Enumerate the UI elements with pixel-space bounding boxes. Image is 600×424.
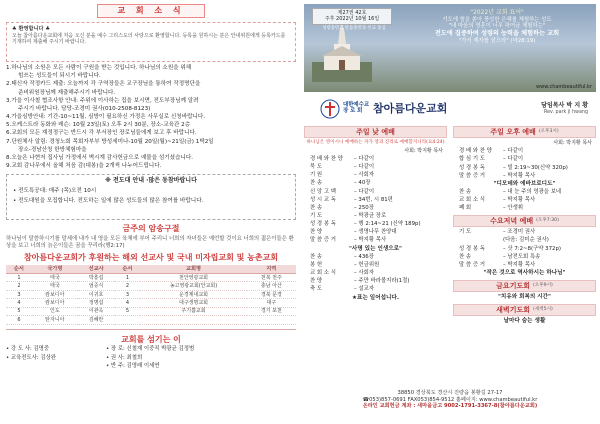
- missions-cell: 태국: [32, 282, 78, 290]
- order-item: [304, 262, 447, 269]
- order-item: [304, 270, 447, 277]
- worship-columns: [304, 126, 596, 326]
- order-key: 찬 송: [310, 253, 323, 260]
- missions-cell: 김혜란: [78, 316, 115, 324]
- order-value: – 설교자: [354, 286, 375, 293]
- sermon-title: "사명 있는 인생으로": [349, 245, 402, 252]
- missions-row: [6, 290, 296, 298]
- issue-box: [312, 8, 392, 25]
- missions-cell: 태국: [32, 274, 78, 282]
- order-key: 교 회 소 식: [459, 197, 485, 204]
- news-item: 5.오케스트라 동화와 레슨: 10월 23일(토) 오후 2시 30분, 장소-교육관 2층: [6, 122, 191, 129]
- order-value: – 250장: [354, 204, 374, 211]
- sunday-title-text: 주일 낮 예배: [356, 127, 395, 136]
- order-item: [453, 205, 596, 212]
- missions-body: [6, 274, 296, 325]
- order-item: [453, 173, 596, 180]
- church-slogan: 성령충만과 말씀충만과 선교 중심: [322, 26, 386, 31]
- servant-left: [6, 363, 106, 370]
- order-item: [304, 197, 447, 204]
- missions-cell: 캄보디아: [32, 299, 78, 307]
- order-key: [459, 237, 503, 244]
- order-key: 성 시 교 독: [310, 196, 336, 203]
- order-item: [304, 221, 447, 228]
- order-value: – 박지황 목사: [503, 261, 536, 268]
- missions-cell: 3: [6, 290, 32, 298]
- welcome-title: ♣ 환영합니다 ♣: [12, 26, 50, 32]
- order-key: 경 배 와 찬 양: [310, 155, 343, 162]
- news-title: 교 회 소 식: [97, 4, 205, 18]
- order-key: 기 도: [310, 212, 323, 219]
- servant-right: • 반 주: 김영래 이세연: [106, 362, 160, 369]
- order-item: [304, 213, 447, 220]
- order-item: [304, 172, 447, 179]
- order-item: [304, 164, 447, 171]
- theme-heading: "2022년 교회 표어": [470, 9, 524, 16]
- verse-title: 금주의 암송구절: [122, 224, 180, 234]
- missions-cell: 주기쁨교회: [140, 307, 246, 315]
- wednesday-title: [453, 215, 596, 227]
- order-value: – 내 눈 주의 영광을 보네: [503, 189, 562, 196]
- missions-header-cell: 순서: [114, 265, 140, 274]
- evangelism-notice: [6, 174, 296, 220]
- evening-order: [453, 148, 596, 212]
- missions-cell: 3: [114, 290, 140, 298]
- order-key: 찬 송: [459, 253, 472, 260]
- footer-address: 38850 경상북도 경산시 진량읍 봉황길 27-17: [397, 390, 503, 396]
- missions-cell: 경북 문경: [247, 290, 296, 298]
- order-item: [304, 189, 447, 196]
- missions-cell: 천북 천주: [247, 274, 296, 282]
- denomination: [343, 103, 369, 115]
- welcome-body: 오늘 참아름다운교회에 처음 오신 분을 예수 그리스도의 사랑으로 환영합니다. 등록을 원하시는 분은 안내위원에게 등록카드를 기재하여 제출해 주시기 바랍니다.: [12, 32, 286, 45]
- servant-right: • 장 로: 신철재 이중직 박광균 김정범: [106, 346, 195, 353]
- order-value: (다음: 김미순 권사): [503, 237, 549, 244]
- missions-cell: 대구: [247, 299, 296, 307]
- missions-cell: 인도: [32, 307, 78, 315]
- evening-title: [453, 126, 596, 138]
- order-item: [453, 189, 596, 196]
- year-theme: [402, 9, 592, 45]
- pastor-info: [541, 102, 588, 115]
- news-item: 9.교회 감나무에서 올해 처음 감(대봉)을 2개씩 나누어드립니다.: [6, 163, 162, 170]
- order-value: – 436장: [354, 253, 374, 260]
- order-item: [453, 246, 596, 253]
- missions-header-row: [6, 265, 296, 274]
- news-item: 장소-경남산청 한방체험마을: [18, 146, 87, 153]
- order-item: [453, 237, 596, 244]
- order-item: [304, 237, 447, 244]
- missions-row: [6, 307, 296, 315]
- order-value: – 다같이: [503, 148, 524, 155]
- left-panel: [6, 4, 296, 420]
- sermon-title: "작은 것으로 역사하시는 하나님": [483, 269, 566, 276]
- footer: [304, 390, 596, 410]
- denomination-line: 대한예수교: [343, 102, 370, 109]
- order-item: [304, 156, 447, 163]
- friday-body: "치유와 회복의 시간": [498, 293, 551, 300]
- welcome-box: [6, 22, 296, 62]
- news-item: 3.가을 이사철 협조사항 안내: 주위에 이사하는 집을 보시면, 전도부장님께 알려: [6, 97, 199, 104]
- missions-cell: 5: [114, 307, 140, 315]
- wednesday-worship: [453, 215, 596, 277]
- servant-row: [6, 355, 296, 362]
- order-item: [304, 229, 447, 236]
- friday-title-text: 금요기도회: [496, 281, 530, 290]
- order-item: [453, 254, 596, 261]
- order-value: – 박광균 장로: [354, 212, 387, 219]
- friday-prayer: [453, 280, 596, 301]
- servant-left: • 강 도 사: 김명중: [6, 346, 50, 353]
- missions-row: [6, 282, 296, 290]
- missions-row: [6, 316, 296, 324]
- missions-row: [6, 299, 296, 307]
- news-item: 주시기 바랍니다. 담당-조경미 권사(010-2508-8123): [18, 105, 151, 112]
- order-key: 기 원: [310, 172, 323, 179]
- order-item: [453, 197, 596, 204]
- missions-cell: 탄자니아: [32, 316, 78, 324]
- missions-cell: 경기 포천: [247, 307, 296, 315]
- dawn-prayer: [453, 304, 596, 325]
- news-item: 6.교회의 모든 재정정구는 반드시 각 부서장인 장로님들에게 보고 후 바랍니다.: [6, 130, 197, 137]
- church-brand: [304, 96, 596, 122]
- missions-cell: 박흥섭: [78, 274, 115, 282]
- missions-cell: 5: [6, 307, 32, 315]
- order-item: [304, 286, 447, 293]
- order-value: – 34번, 시 81편: [354, 196, 393, 203]
- friday-time: (오후9시): [532, 283, 553, 289]
- dawn-title: [453, 304, 596, 316]
- wednesday-title-text: 수요저녁 예배: [490, 216, 534, 225]
- dawn-title-text: 새벽기도회: [496, 305, 530, 314]
- order-value: – 삿 7:2~8(구약 372p): [503, 245, 561, 252]
- order-key: 경 배 와 찬 양: [459, 148, 492, 155]
- order-key: 봉 헌: [310, 262, 323, 269]
- order-key: 폐 회: [459, 205, 472, 212]
- servant-row: [6, 346, 296, 353]
- order-key: 찬 송: [459, 189, 472, 196]
- news-item: 1.하나님의 소원은 모든 사람이 구원을 받는 것입니다. 하나님의 소원을 위해: [6, 65, 192, 71]
- missions-table: [6, 265, 296, 325]
- order-key: 성 경 봉 독: [459, 245, 485, 252]
- notice-title: ※ 전도대 안내 ·많은 동참바랍니다: [105, 177, 197, 185]
- order-key: 성 경 봉 독: [459, 164, 485, 171]
- missions-header-cell: 교회명: [140, 265, 246, 274]
- news-item: 힘쓰는 성도들이 되시기 바랍니다.: [18, 73, 101, 80]
- denomination-line: 장 로 회: [343, 108, 363, 114]
- issue-date: 주후 2022년 10월 16일: [324, 16, 380, 23]
- servants-section: [6, 329, 296, 370]
- evening-title-text: 주일 오후 예배: [490, 127, 536, 136]
- sunday-worship: [304, 126, 447, 326]
- order-key: 성 경 봉 독: [310, 221, 336, 228]
- evening-leader: 사회: 박지황 목사: [553, 140, 592, 146]
- pastor-name: 담임목사 박 지 황: [541, 102, 588, 110]
- church-logo-icon: [320, 99, 340, 119]
- missions-cell: [140, 316, 246, 324]
- memory-verse: [6, 224, 296, 250]
- missions-header-cell: 국가명: [32, 265, 78, 274]
- missions-section: [6, 253, 296, 325]
- order-key: 신 앙 고 백: [310, 188, 336, 195]
- order-key: 축 도: [310, 286, 323, 293]
- order-item: [453, 262, 596, 269]
- missions-header-cell: 순서: [6, 265, 32, 274]
- order-item: [453, 156, 596, 163]
- dawn-time: (새벽5시): [532, 307, 553, 313]
- issue-number: 제27권 42호: [337, 10, 367, 16]
- order-value: – 다같이: [354, 188, 375, 195]
- news-item: 2.태신자 작정카드 제출: 오늘까지 각 구역장들은 교구장님을 통하여 작정명단을: [6, 81, 201, 88]
- sunday-leader: 사회: 박지황 목사: [404, 147, 443, 154]
- missions-cell: 천안영광교회: [140, 274, 246, 282]
- order-key: 기 도: [459, 229, 472, 236]
- order-key: 교 회 소 식: [310, 270, 336, 277]
- sermon-title: "디모데와 에바브로디도": [493, 180, 556, 187]
- sunday-order: [304, 156, 447, 302]
- missions-row: [6, 274, 296, 282]
- order-item: [304, 254, 447, 261]
- missions-cell: 엄증식: [78, 282, 115, 290]
- friday-title: [453, 280, 596, 292]
- order-key: 말 씀 증 거: [459, 261, 485, 268]
- missions-title: 참아름다운교회가 후원하는 해외 선교사 및 국내 미자립교회 및 농촌교회: [23, 252, 279, 262]
- missions-cell: 캄보디아: [32, 290, 78, 298]
- order-key: 묵 도: [310, 164, 323, 171]
- footer-account: 온라인 교회헌금 계좌 : 새마을금고 9002-1791-3367-8(참아름다운교회): [362, 403, 538, 409]
- website-link[interactable]: www.chambeautiful.kr: [536, 83, 592, 90]
- order-key: 말 씀 증 거: [310, 237, 336, 244]
- notice-line: • 전도대원을 모집합니다. 전도하는 일에 많은 성도들의 많은 참여를 바랍니다.: [13, 197, 204, 204]
- order-key: 찬 송: [310, 180, 323, 187]
- footer-contact: ☎053)857-0691 FAX053)854-9512 홈페이지: www.chambeautiful.kr: [362, 396, 538, 403]
- right-panel: [304, 4, 596, 420]
- order-value: – 다같이: [354, 164, 375, 171]
- order-item: [304, 180, 447, 187]
- theme-line: "가서 제자를 삼으라" (마28:19): [458, 37, 536, 44]
- theme-line: 전도에 집중하여 성령의 능력을 체험하는 교회: [434, 30, 560, 37]
- missions-header-cell: 지역: [247, 265, 296, 274]
- servants-title: 교회를 섬기는 이: [121, 334, 181, 344]
- order-item: [453, 165, 596, 172]
- news-item: 7.단원체사 알림: 경청노회 목회자부부 방성세미나-10월 20일(월)~21일(금) 1박2일: [6, 138, 214, 145]
- missions-cell: 2: [114, 282, 140, 290]
- order-value: – 행 2:14~21 (신약 189p): [354, 221, 421, 228]
- missions-cell: 충남 아산: [247, 282, 296, 290]
- missions-cell: 운경제내교회: [140, 290, 246, 298]
- order-value: – 다같이: [503, 156, 524, 163]
- wednesday-time: (오후7:30): [536, 218, 559, 224]
- order-key: 찬 송: [310, 204, 323, 211]
- dawn-body-wrap: [453, 318, 596, 325]
- order-value: – 안생휘: [503, 205, 524, 212]
- theme-line: "내 마음의 영혼이 너무 하여금 체험하는": [448, 23, 546, 30]
- friday-body-wrap: [453, 294, 596, 301]
- order-item: [453, 229, 596, 236]
- missions-cell: 대구생명교회: [140, 299, 246, 307]
- theme-line: 기도에 힘을 쏟아 풍성한 은혜를 체험하는 성도: [442, 16, 552, 23]
- order-item: [304, 278, 447, 285]
- order-value: – 박지황 목사: [503, 172, 536, 179]
- order-value: – 40장: [354, 180, 371, 187]
- order-value: – 남전도회 특송: [503, 253, 541, 260]
- missions-cell: 이관옥: [78, 307, 115, 315]
- order-key: 찬 양: [310, 278, 323, 285]
- dawn-body: 날마다 숨는 생활: [503, 317, 546, 324]
- order-value: – 사회자: [354, 270, 375, 277]
- order-key: 말 씀 증 거: [459, 172, 485, 179]
- news-list: [6, 65, 296, 170]
- order-item: [453, 148, 596, 155]
- wednesday-order: [453, 229, 596, 277]
- pastor-name-en: Rev. park ji hwang: [543, 109, 588, 115]
- order-value: – 다같이: [354, 155, 375, 162]
- order-value: – 박지황 목사: [503, 197, 536, 204]
- missions-cell: 농고영광교회(안교회): [140, 282, 246, 290]
- missions-cell: 4: [114, 299, 140, 307]
- news-item: 준비위원장님께 제출해주시기 바랍니다.: [18, 89, 116, 96]
- servants-rows: [6, 346, 296, 369]
- order-value: – 헌금위원: [354, 262, 380, 269]
- missions-cell: [247, 316, 296, 324]
- sunday-title: [304, 126, 447, 138]
- sunday-subtitle: 하나님은 영이시니 예배하는 자가 영과 진리로 예배할지니라(요4:24): [306, 140, 445, 145]
- order-key: 찬 양: [310, 229, 323, 236]
- order-value: – 주만 바라볼지라(1절): [354, 278, 410, 285]
- evening-time: (오후3시): [538, 129, 559, 135]
- missions-cell: 이귀호: [78, 290, 115, 298]
- order-key: 합 심 기 도: [459, 156, 485, 163]
- news-item: 8.오늘은 나현저 집사님 가정에서 벽시계 감사헌금으로 예물을 섬기셨습니다.: [6, 154, 194, 161]
- servant-row: [6, 363, 296, 370]
- standing-note: ★표는 일어섭니다.: [352, 294, 399, 301]
- missions-cell: 1: [6, 274, 32, 282]
- cover-banner: [304, 4, 596, 92]
- verse-body: 하나님이 말씀하시기를 말세에 내가 내 영을 모든 육체에 부어 주리니 너희의 자녀들은 예언할 것이요 너희의 젊은이들은 환상을 보고 너희의 늙은이들은 꿈을 꾸리라(행2:17): [6, 236, 294, 249]
- order-value: – 조경미 권사: [503, 229, 536, 236]
- church-name: 참아름다운교회: [373, 102, 448, 116]
- missions-cell: 1: [114, 274, 140, 282]
- news-item: 4.가을심방안내: 기간-10~11월, 심방이 필요하신 가정은 사무실로 신청바랍니다.: [6, 114, 206, 121]
- order-value: – 빌 2:19~30(신약 320p): [503, 164, 568, 171]
- servant-right: • 권 사: 최철희: [106, 354, 143, 361]
- missions-cell: 2: [6, 282, 32, 290]
- order-value: – 박지황 목사: [354, 237, 387, 244]
- servant-left: • 교육전도사: 김상완: [6, 354, 57, 361]
- order-item: [304, 205, 447, 212]
- missions-header-cell: 선교사: [78, 265, 115, 274]
- missions-cell: 6: [6, 316, 32, 324]
- missions-cell: 4: [6, 299, 32, 307]
- missions-cell: 정명섭: [78, 299, 115, 307]
- order-value: – 사회자: [354, 172, 375, 179]
- afternoon-column: [453, 126, 596, 326]
- order-value: – 생명나무 찬양대: [354, 229, 397, 236]
- missions-cell: [114, 316, 140, 324]
- notice-line: • 전도특공대: 매주 (목)오전 10시: [13, 187, 97, 194]
